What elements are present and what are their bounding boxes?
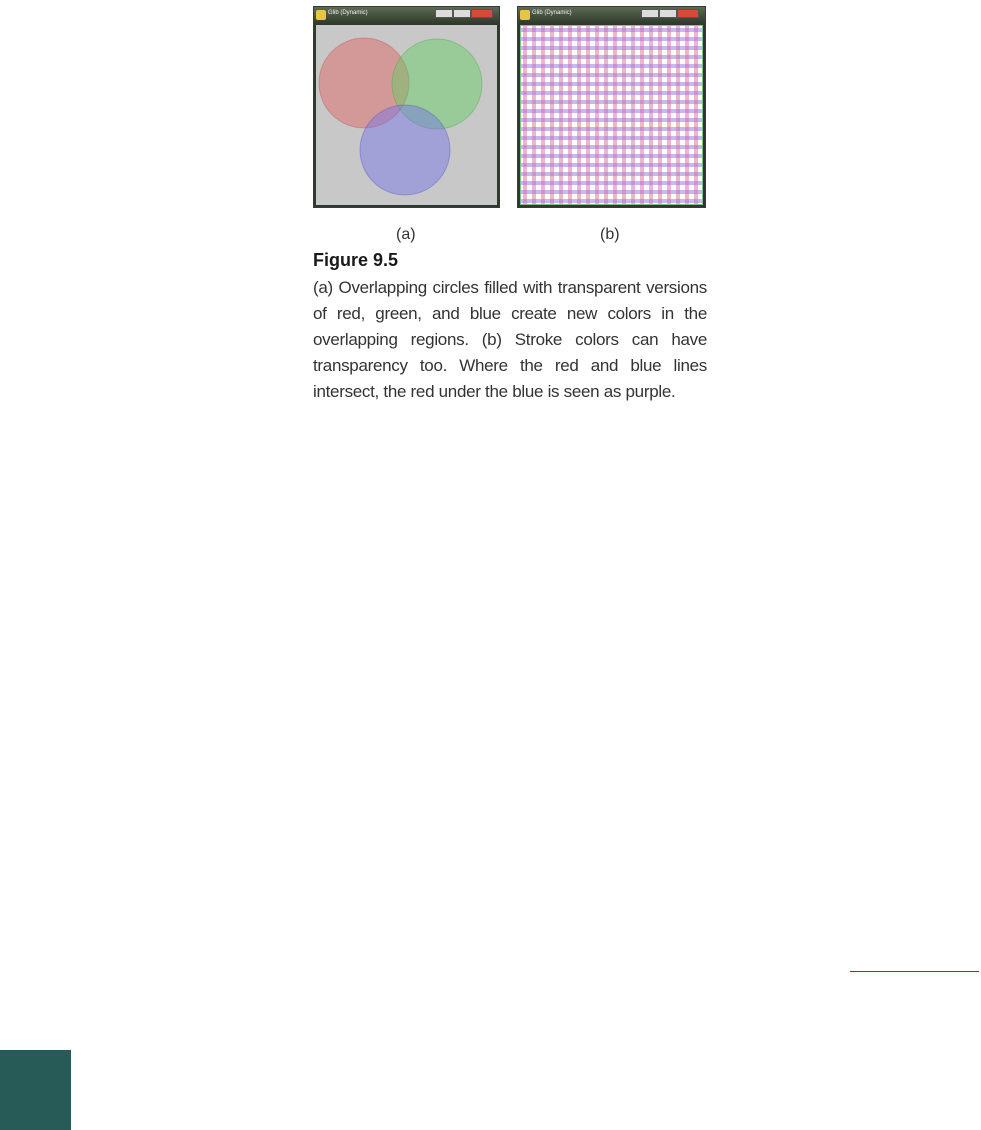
window-a [313,6,500,208]
close-button[interactable] [677,9,699,18]
page-link[interactable] [850,966,979,972]
stroke-grid-drawing [521,26,702,204]
titlebar-a [314,7,499,24]
subfigure-label-b: (b) [600,226,620,243]
figure-title: Figure 9.5 [313,250,399,270]
window-title-b: Glib (Dynamic) [532,10,572,16]
circles-drawing [316,25,497,205]
blue-circle [360,105,450,195]
corner-block [0,1050,71,1130]
window-b [517,6,706,208]
canvas-transparent-strokes [520,25,703,205]
app-icon [316,10,326,20]
app-icon [520,10,530,20]
maximize-button[interactable] [659,9,677,18]
minimize-button[interactable] [641,9,659,18]
subfigure-label-a: (a) [396,226,416,243]
titlebar-b [518,7,705,24]
window-title-a: Glib (Dynamic) [328,10,368,16]
close-button[interactable] [471,9,493,18]
canvas-overlapping-circles [316,25,497,205]
maximize-button[interactable] [453,9,471,18]
figure-caption: (a) Overlapping circles filled with transparent versions of red, green, and blue create new colors in the overlapping regions. (b) Stroke colors can have transparency too. Where the red and blue lines intersect, the red under the blue is seen as purple. [313,278,707,401]
minimize-button[interactable] [435,9,453,18]
